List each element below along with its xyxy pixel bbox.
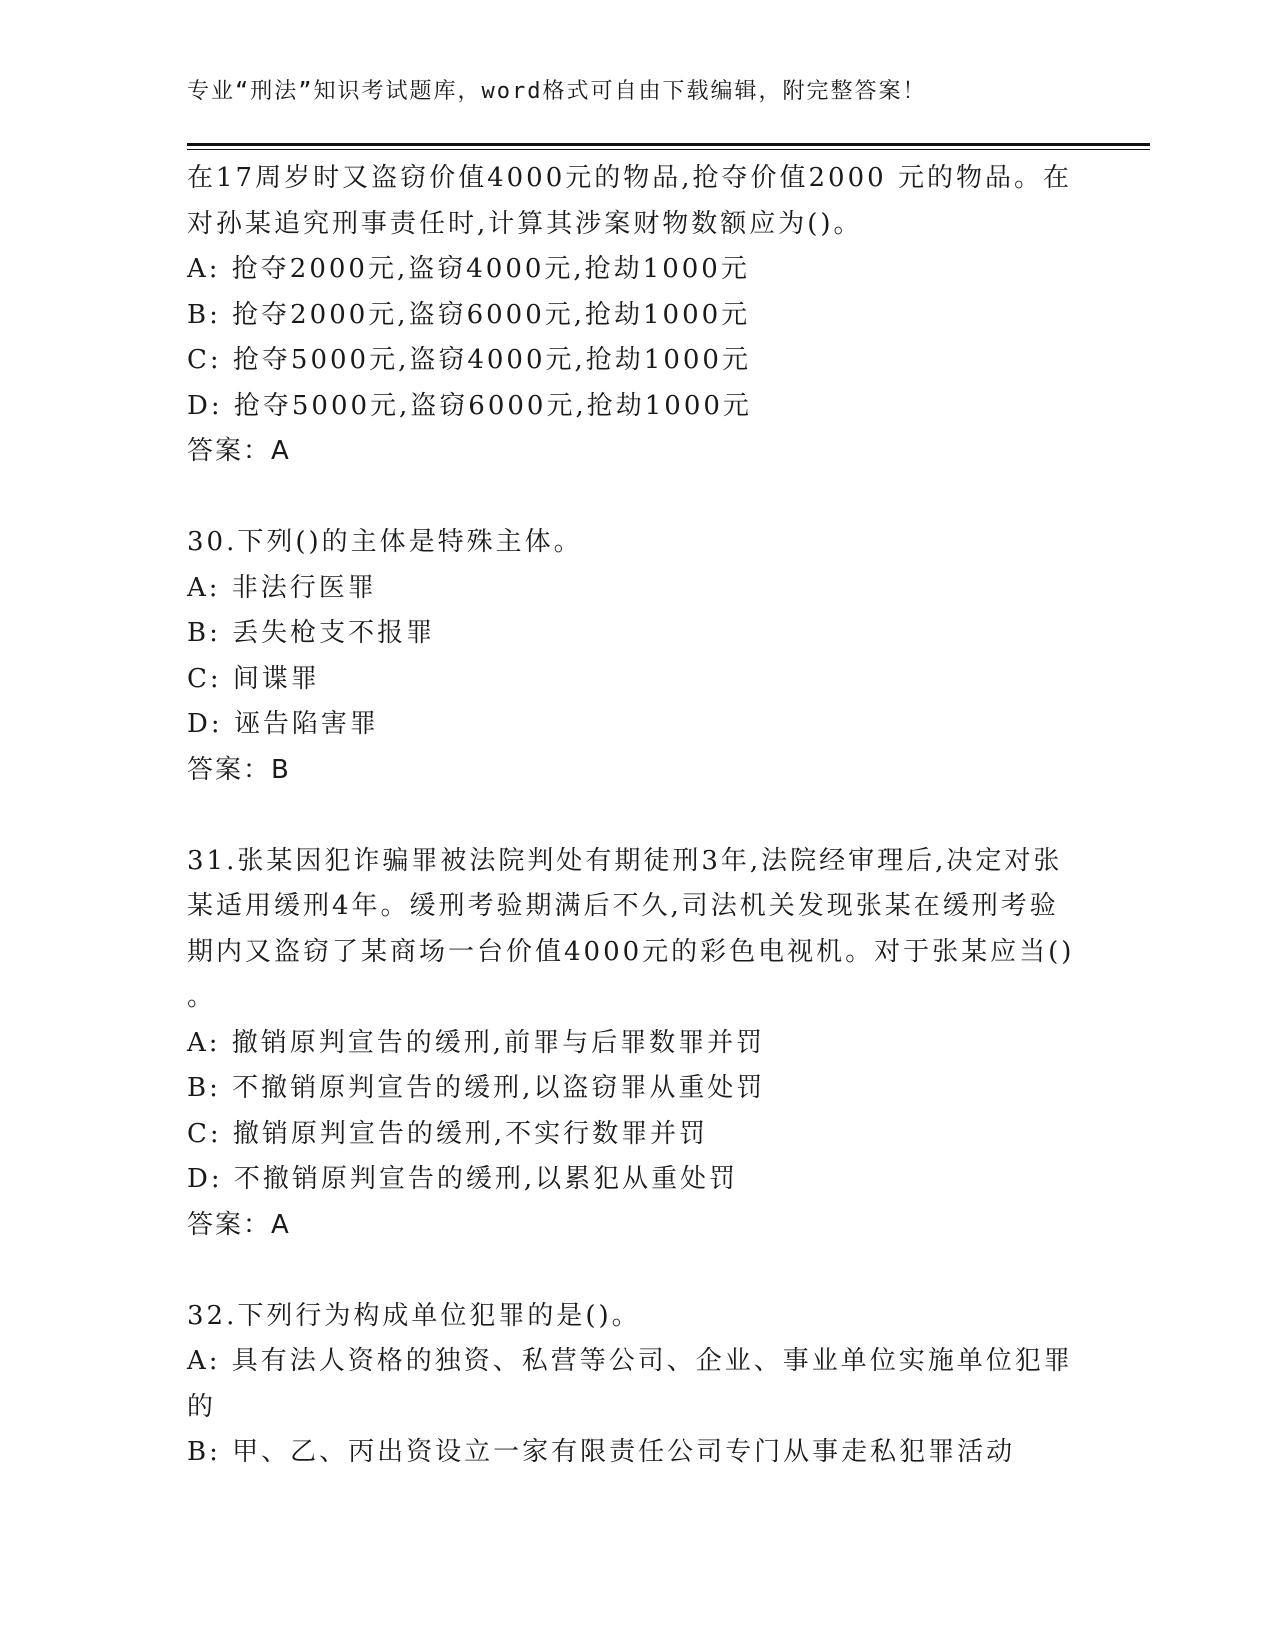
- question-block: [187, 156, 1087, 475]
- question-stem-line: 32.下列行为构成单位犯罪的是()。: [187, 1300, 641, 1331]
- question-gap: [187, 1248, 1087, 1294]
- header-rule-thin: [187, 149, 1150, 150]
- option-d: D: 诬告陷害罪: [187, 709, 379, 739]
- option-b: B: 抢夺2000元,盗窃6000元,抢劫1000元: [187, 299, 751, 330]
- question-stem-line: 。: [187, 982, 217, 1012]
- question-stem-line: 期内又盗窃了某商场一台价值4000元的彩色电视机。对于张某应当(): [187, 936, 1075, 967]
- option-c: C: 间谍罪: [187, 663, 320, 694]
- option-a: A: 非法行医罪: [187, 572, 377, 603]
- question-stem-line: 30.下列()的主体是特殊主体。: [187, 527, 583, 557]
- question-gap: [187, 475, 1087, 521]
- question-stem-line: 对孙某追究刑事责任时,计算其涉案财物数额应为()。: [187, 208, 863, 239]
- question-list: [187, 156, 1087, 1476]
- option-a: A: 具有法人资格的独资、私营等公司、企业、事业单位实施单位犯罪: [187, 1346, 1073, 1376]
- option-b: B: 甲、乙、丙出资设立一家有限责任公司专门从事走私犯罪活动: [187, 1437, 1016, 1467]
- option-a: A: 撤销原判宣告的缓刑,前罪与后罪数罪并罚: [187, 1027, 766, 1058]
- option-d: D: 不撤销原判宣告的缓刑,以累犯从重处罚: [187, 1164, 739, 1194]
- question-block: [187, 839, 1087, 1249]
- question-stem-line: 某适用缓刑4年。缓刑考验期满后不久,司法机关发现张某在缓刑考验: [187, 891, 1059, 921]
- header-rule-thick: [187, 143, 1150, 146]
- question-block: [187, 1294, 1087, 1476]
- option-c: C: 抢夺5000元,盗窃4000元,抢劫1000元: [187, 345, 751, 375]
- question-stem-line: 31.张某因犯诈骗罪被法院判处有期徒刑3年,法院经审理后,决定对张: [187, 845, 1063, 876]
- option-a: A: 抢夺2000元,盗窃4000元,抢劫1000元: [187, 254, 750, 284]
- option-b: B: 丢失枪支不报罪: [187, 618, 436, 648]
- answer-line: 答案：A: [187, 436, 291, 466]
- option-c: C: 撤销原判宣告的缓刑,不实行数罪并罚: [187, 1118, 709, 1149]
- option-b: B: 不撤销原判宣告的缓刑,以盗窃罪从重处罚: [187, 1073, 766, 1103]
- answer-line: 答案：A: [187, 1209, 291, 1240]
- option-d: D: 抢夺5000元,盗窃6000元,抢劫1000元: [187, 390, 752, 421]
- option-a-continued: 的: [187, 1391, 217, 1422]
- answer-line: 答案：B: [187, 754, 291, 785]
- question-stem-line: 在17周岁时又盗窃价值4000元的物品,抢夺价值2000 元的物品。在: [187, 163, 1072, 193]
- page-header: 专业“刑法”知识考试题库，word格式可自由下载编辑，附完整答案！: [187, 79, 927, 104]
- question-gap: [187, 793, 1087, 839]
- question-block: [187, 520, 1087, 793]
